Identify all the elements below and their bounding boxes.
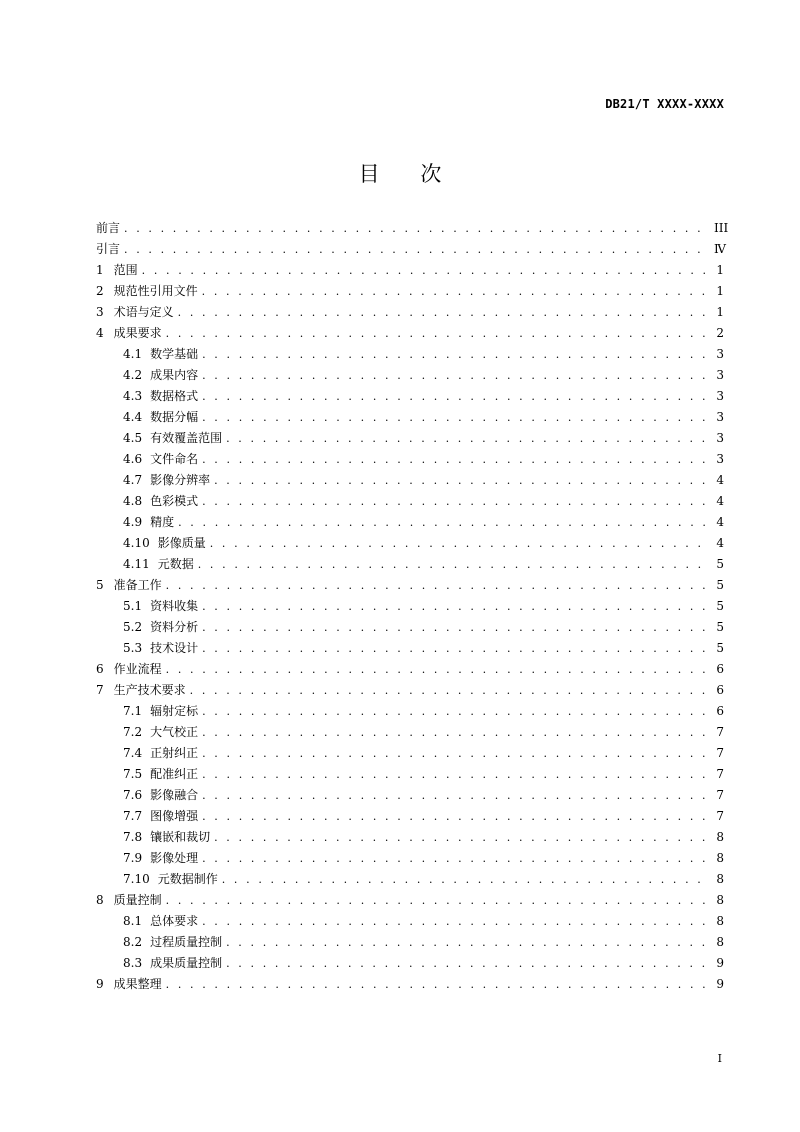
toc-entry-page: 1 [716,305,724,319]
toc-entry-page: 7 [716,725,724,739]
toc-entry[interactable] [96,239,724,260]
toc-entry[interactable] [96,449,724,470]
toc-entry-number: 4.2 [123,368,143,382]
toc-dot-leader [214,470,710,491]
toc-entry-label: 辐射定标 [150,704,199,718]
toc-entry-label: 元数据 [157,557,194,571]
toc-entry[interactable] [96,344,724,365]
toc-entry-number: 4.3 [123,389,143,403]
toc-dot-leader [202,449,710,470]
toc-entry-label: 引言 [96,242,121,256]
toc-dot-leader [202,743,710,764]
toc-entry-number: 7.7 [123,809,143,823]
toc-entry-page: 3 [716,347,724,361]
toc-entry-number: 7.2 [123,725,143,739]
toc-entry-label: 数学基础 [150,347,199,361]
toc-entry-page: Ⅳ [714,242,726,256]
toc-entry-label: 影像融合 [150,788,199,802]
toc-entry-number: 4.6 [123,452,143,466]
toc-entry-number: 5 [96,578,104,592]
toc-dot-leader [202,281,710,302]
toc-dot-leader [198,554,710,575]
toc-dot-leader [166,575,710,596]
toc-entry[interactable] [96,680,724,701]
toc-entry-page: 5 [716,620,724,634]
toc-entry[interactable] [96,848,724,869]
toc-entry[interactable] [96,743,724,764]
toc-dot-leader [202,701,710,722]
toc-entry-page: 4 [716,494,724,508]
toc-entry[interactable] [96,617,724,638]
toc-entry[interactable] [96,218,729,239]
page-number: I [717,1052,722,1065]
toc-dot-leader [222,869,710,890]
toc-entry-page: 4 [716,473,724,487]
toc-dot-leader [226,953,710,974]
toc-entry-label: 准备工作 [113,578,162,592]
toc-dot-leader [166,974,710,995]
toc-entry[interactable] [96,596,724,617]
toc-entry-label: 资料收集 [150,599,199,613]
toc-dot-leader [226,932,710,953]
toc-entry[interactable] [96,575,724,596]
toc-entry-number: 4.7 [123,473,143,487]
toc-entry[interactable] [96,260,724,281]
toc-entry-page: 4 [716,536,724,550]
toc-entry[interactable] [96,281,724,302]
toc-entry[interactable] [96,974,724,995]
toc-entry-label: 镶嵌和裁切 [150,830,211,844]
toc-entry[interactable] [96,554,724,575]
toc-entry-label: 成果内容 [150,368,199,382]
toc-entry-page: 5 [716,578,724,592]
toc-entry-page: 6 [716,683,724,697]
toc-dot-leader [202,785,710,806]
toc-dot-leader [202,806,710,827]
toc-entry-page: 8 [716,851,724,865]
toc-entry-number: 4.9 [123,515,143,529]
table-of-contents [96,218,729,995]
toc-entry-label: 正射纠正 [150,746,199,760]
toc-entry-label: 生产技术要求 [113,683,186,697]
toc-entry-number: 5.2 [123,620,143,634]
toc-entry-page: 1 [716,284,724,298]
toc-entry-label: 资料分析 [150,620,199,634]
toc-entry-page: 7 [716,746,724,760]
toc-entry-label: 大气校正 [150,725,199,739]
toc-entry-number: 8.2 [123,935,143,949]
toc-dot-leader [202,764,710,785]
toc-entry[interactable] [96,827,724,848]
toc-entry-label: 范围 [113,263,138,277]
toc-entry-label: 成果整理 [113,977,162,991]
toc-entry-label: 图像增强 [150,809,199,823]
toc-entry-number: 7.6 [123,788,143,802]
toc-entry-page: 7 [716,809,724,823]
toc-entry[interactable] [96,323,724,344]
toc-entry[interactable] [96,785,724,806]
toc-dot-leader [210,533,710,554]
toc-entry-number: 7.9 [123,851,143,865]
toc-dot-leader [166,323,710,344]
toc-entry-page: 8 [716,830,724,844]
toc-entry-number: 4 [96,326,104,340]
toc-entry[interactable] [96,386,724,407]
toc-entry-number: 4.5 [123,431,143,445]
toc-entry[interactable] [96,701,724,722]
toc-entry-page: 1 [716,263,724,277]
toc-dot-leader [142,260,710,281]
toc-entry-label: 数据分幅 [150,410,199,424]
toc-entry-page: 8 [716,914,724,928]
toc-entry[interactable] [96,302,724,323]
toc-entry-page: 8 [716,872,724,886]
document-code: DB21/T XXXX-XXXX [605,97,724,111]
toc-entry-label: 有效覆盖范围 [150,431,223,445]
toc-dot-leader [202,638,710,659]
toc-entry-number: 7 [96,683,104,697]
toc-dot-leader [202,617,710,638]
toc-entry-page: 6 [716,662,724,676]
toc-entry-page: 3 [716,389,724,403]
toc-entry-label: 规范性引用文件 [113,284,198,298]
toc-dot-leader [202,407,710,428]
toc-entry[interactable] [96,512,724,533]
toc-entry-page: 8 [716,935,724,949]
toc-entry-page: 8 [716,893,724,907]
toc-entry-number: 3 [96,305,104,319]
toc-entry-number: 4.10 [123,536,150,550]
toc-entry[interactable] [96,953,724,974]
toc-entry-number: 7.1 [123,704,143,718]
toc-entry-page: 3 [716,368,724,382]
toc-dot-leader [178,302,710,323]
toc-entry[interactable] [96,470,724,491]
toc-entry-page: 5 [716,641,724,655]
toc-entry-label: 质量控制 [113,893,162,907]
toc-entry-page: 9 [716,977,724,991]
toc-entry-label: 影像处理 [150,851,199,865]
toc-entry-page: 3 [716,431,724,445]
toc-entry-label: 成果质量控制 [150,956,223,970]
toc-entry[interactable] [96,428,724,449]
toc-dot-leader [124,218,710,239]
toc-dot-leader [124,239,710,260]
toc-entry-page: 7 [716,788,724,802]
toc-entry[interactable] [96,659,724,680]
toc-dot-leader [202,911,710,932]
toc-dot-leader [226,428,710,449]
toc-entry-label: 总体要求 [150,914,199,928]
toc-entry-number: 2 [96,284,104,298]
toc-dot-leader [202,722,710,743]
toc-entry-page: 5 [716,599,724,613]
toc-entry-label: 前言 [96,221,121,235]
toc-entry-label: 术语与定义 [113,305,174,319]
toc-dot-leader [178,512,710,533]
toc-entry-label: 文件命名 [150,452,199,466]
toc-entry-page: 3 [716,410,724,424]
toc-entry-label: 影像质量 [157,536,206,550]
toc-entry[interactable] [96,491,724,512]
toc-entry-label: 影像分辨率 [150,473,211,487]
toc-entry-number: 8.3 [123,956,143,970]
toc-entry-number: 8 [96,893,104,907]
toc-entry[interactable] [96,533,724,554]
toc-entry-label: 数据格式 [150,389,199,403]
toc-entry-number: 6 [96,662,104,676]
toc-entry-page: 9 [716,956,724,970]
toc-entry-label: 色彩模式 [150,494,199,508]
toc-entry-number: 9 [96,977,104,991]
toc-entry-label: 技术设计 [150,641,199,655]
toc-entry-number: 7.5 [123,767,143,781]
toc-entry[interactable] [96,764,724,785]
toc-entry-number: 1 [96,263,104,277]
toc-entry[interactable] [96,911,724,932]
toc-entry-number: 4.4 [123,410,143,424]
toc-entry-number: 4.1 [123,347,143,361]
toc-entry-page: 7 [716,767,724,781]
toc-entry-page: 4 [716,515,724,529]
toc-entry-number: 7.4 [123,746,143,760]
toc-dot-leader [190,680,710,701]
toc-entry-page: 3 [716,452,724,466]
toc-entry-number: 5.3 [123,641,143,655]
toc-entry[interactable] [96,890,724,911]
toc-entry-number: 5.1 [123,599,143,613]
toc-dot-leader [202,344,710,365]
toc-dot-leader [202,365,710,386]
toc-entry[interactable] [96,365,724,386]
toc-dot-leader [214,827,710,848]
toc-entry-label: 作业流程 [113,662,162,676]
toc-entry-number: 4.8 [123,494,143,508]
toc-dot-leader [166,890,710,911]
toc-entry-number: 4.11 [123,557,150,571]
toc-dot-leader [202,848,710,869]
toc-entry-page: 2 [716,326,724,340]
toc-entry[interactable] [96,869,724,890]
toc-entry[interactable] [96,638,724,659]
toc-dot-leader [202,596,710,617]
toc-dot-leader [166,659,710,680]
toc-entry-number: 7.8 [123,830,143,844]
toc-entry-label: 元数据制作 [157,872,218,886]
toc-entry-label: 过程质量控制 [150,935,223,949]
toc-entry-label: 精度 [150,515,175,529]
toc-entry[interactable] [96,806,724,827]
toc-entry[interactable] [96,932,724,953]
toc-entry-page: 5 [716,557,724,571]
toc-entry-page: III [714,221,729,235]
toc-entry-label: 配准纠正 [150,767,199,781]
toc-entry-number: 7.10 [123,872,150,886]
toc-dot-leader [202,491,710,512]
toc-entry-number: 8.1 [123,914,143,928]
toc-entry-page: 6 [716,704,724,718]
toc-entry[interactable] [96,407,724,428]
page-title: 目 次 [358,162,442,186]
toc-entry-label: 成果要求 [113,326,162,340]
toc-dot-leader [202,386,710,407]
toc-entry[interactable] [96,722,724,743]
